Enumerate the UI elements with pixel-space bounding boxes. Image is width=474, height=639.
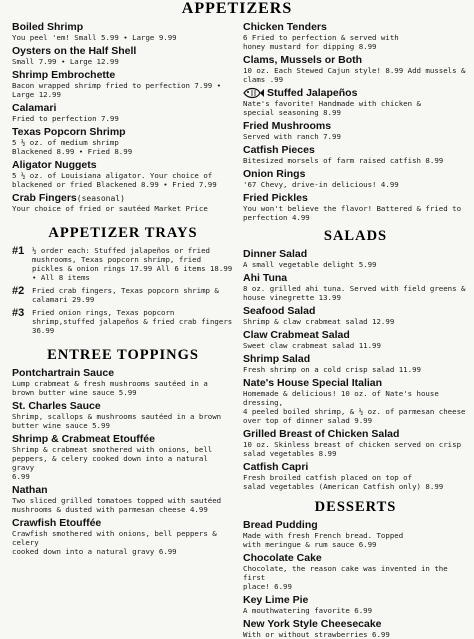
menu-item-pontchartrain-sauce — [12, 367, 234, 397]
menu-item-boiled-shrimp — [12, 21, 234, 42]
menu-item-bread-pudding — [243, 519, 468, 549]
item-name: Fried Pickles — [243, 192, 308, 204]
item-name: Stuffed Jalapeños — [267, 87, 358, 99]
menu-item-fried-mushrooms — [243, 120, 468, 141]
item-name: Grilled Breast of Chicken Salad — [243, 428, 400, 440]
item-description: '67 Chevy, drive-in delicious! 4.99 — [243, 180, 399, 189]
item-description: Bacon wrapped shrimp fried to perfection 7.99 • Large 12.99 — [12, 81, 222, 99]
menu-item-crawfish-etouff-e — [12, 517, 234, 556]
item-description: With or without strawberries 6.99 — [243, 630, 390, 639]
appetizers-right-list — [243, 21, 468, 222]
item-description: Made with fresh French bread. Topped with meringue & rum sauce 6.99 — [243, 531, 404, 549]
item-description: Bitesized morsels of farm raised catfish 8.99 — [243, 156, 444, 165]
desserts-list — [243, 519, 468, 639]
item-description: Fresh broiled catfish placed on top of salad vegetables (American Catfish only) 8.99 — [243, 473, 444, 491]
item-name: Shrimp Salad — [243, 353, 311, 365]
item-description: Sweet claw crabmeat salad 11.99 — [243, 341, 381, 350]
item-name: Aligator Nuggets — [12, 159, 97, 171]
toppings-list — [12, 367, 234, 556]
item-name: Onion Rings — [243, 168, 306, 180]
item-name: Catfish Capri — [243, 461, 309, 473]
item-description: Shrimp, scallops & mushrooms sautéed in a brown butter wine sauce 5.99 — [12, 412, 222, 430]
item-name: Crab Fingers — [12, 192, 77, 204]
menu-item-chocolate-cake — [243, 552, 468, 591]
item-name: Bread Pudding — [243, 519, 318, 531]
desserts-heading: DESSERTS — [314, 499, 397, 515]
menu-item-crab-fingers — [12, 192, 234, 213]
item-name: Ahi Tuna — [243, 272, 288, 284]
item-description: Served with ranch 7.99 — [243, 132, 341, 141]
item-description: 5 ½ oz. of medium shrimp Blackened 8.99 • Fried 8.99 — [12, 138, 133, 156]
item-description: 8 oz. grilled ahi tuna. Served with field greens & house vinegrette 13.99 — [243, 284, 466, 302]
menu-item-stuffed-jalape-os — [243, 87, 468, 117]
tray-number: #3 — [12, 307, 25, 319]
menu-item-nathan — [12, 484, 234, 514]
item-name: Dinner Salad — [243, 248, 308, 260]
menu-item-catfish-pieces — [243, 144, 468, 165]
menu-item-nate-s-house-special-italian — [243, 377, 468, 425]
item-name: Crawfish Etouffée — [12, 517, 102, 529]
item-description: Chocolate, the reason cake was invented in the first place! 6.99 — [243, 564, 448, 591]
right-column — [243, 0, 468, 639]
item-description: 6 Fried to perfection & served with honey mustard for dipping 8.99 — [243, 33, 399, 51]
item-name: St. Charles Sauce — [12, 400, 101, 412]
tray-item — [12, 308, 234, 335]
item-description: You peel 'em! Small 5.99 • Large 9.99 — [12, 33, 177, 42]
item-name: Nathan — [12, 484, 48, 496]
menu-item-texas-popcorn-shrimp — [12, 126, 234, 156]
tray-number: #1 — [12, 245, 25, 257]
item-description: Two sliced grilled tomatoes topped with sautéed mushrooms & dusted with parmesan cheese 4.99 — [12, 496, 222, 514]
menu-item-claw-crabmeat-salad — [243, 329, 468, 350]
appetizer-trays-heading: APPETIZER TRAYS — [48, 225, 198, 241]
menu-item-grilled-breast-of-chicken-salad — [243, 428, 468, 458]
item-description: Fried to perfection 7.99 — [12, 114, 119, 123]
left-column — [12, 0, 234, 556]
menu-item-seafood-salad — [243, 305, 468, 326]
item-name: Key Lime Pie — [243, 594, 309, 606]
trays-list — [12, 246, 234, 335]
menu-item-onion-rings — [243, 168, 468, 189]
item-name: Boiled Shrimp — [12, 21, 84, 33]
item-name: Nate's House Special Italian — [243, 377, 383, 389]
item-note: (seasonal) — [76, 193, 125, 203]
item-description: Homemade & delicious! 10 oz. of Nate's house dressing, 4 peeled boiled shrimp, & ½ oz. of parmesan cheese over top of dinner salad 9.99 — [243, 389, 466, 425]
menu-item-new-york-style-cheesecake — [243, 618, 468, 639]
menu-item-ahi-tuna — [243, 272, 468, 302]
tray-number: #2 — [12, 285, 25, 297]
menu-item-shrimp-crabmeat-etouff-e — [12, 433, 234, 481]
tray-item — [12, 286, 234, 304]
salads-list — [243, 248, 468, 491]
menu-item-calamari — [12, 102, 234, 123]
menu-item-aligator-nuggets — [12, 159, 234, 189]
menu-item-st-charles-sauce — [12, 400, 234, 430]
appetizers-heading: APPETIZERS — [181, 0, 293, 17]
item-description: Lump crabmeat & fresh mushrooms sautéed in a brown butter wine sauce 5.99 — [12, 379, 208, 397]
item-name: Chocolate Cake — [243, 552, 322, 564]
item-name: Calamari — [12, 102, 57, 114]
menu-item-fried-pickles — [243, 192, 468, 222]
menu-item-dinner-salad — [243, 248, 468, 269]
item-description: Your choice of fried or sautéed Market Price — [12, 204, 208, 213]
menu-item-oysters-on-the-half-shell — [12, 45, 234, 66]
salads-heading: SALADS — [323, 228, 388, 244]
item-description: Shrimp & crabmeat smothered with onions, bell peppers, & celery cooked down into a natural gravy 6.99 — [12, 445, 213, 481]
tray-item — [12, 246, 234, 282]
item-name: Catfish Pieces — [243, 144, 315, 156]
item-description: A mouthwatering favorite 6.99 — [243, 606, 373, 615]
item-name: Fried Mushrooms — [243, 120, 332, 132]
item-name: Clams, Mussels or Both — [243, 54, 363, 66]
item-name: Chicken Tenders — [243, 21, 327, 33]
menu-item-chicken-tenders — [243, 21, 468, 51]
item-description: Small 7.99 • Large 12.99 — [12, 57, 119, 66]
item-name: Shrimp & Crabmeat Etouffée — [12, 433, 155, 445]
item-description: Shrimp & claw crabmeat salad 12.99 — [243, 317, 395, 326]
item-name: New York Style Cheesecake — [243, 618, 382, 630]
item-description: You won't believe the flavor! Battered & fried to perfection 4.99 — [243, 204, 462, 222]
item-description: Nate's favorite! Handmade with chicken & special seasoning 8.99 — [243, 99, 421, 117]
menu-item-key-lime-pie — [243, 594, 468, 615]
item-name: Texas Popcorn Shrimp — [12, 126, 126, 138]
tray-description: Fried crab fingers, Texas popcorn shrimp & calamari 29.99 — [32, 286, 219, 304]
item-name: Pontchartrain Sauce — [12, 367, 115, 379]
item-name: Oysters on the Half Shell — [12, 45, 137, 57]
item-description: Crawfish smothered with onions, bell peppers & celery cooked down into a natural gravy 6.99 — [12, 529, 217, 556]
menu-item-clams-mussels-or-both — [243, 54, 468, 84]
entree-toppings-heading: ENTREE TOPPINGS — [47, 347, 199, 363]
fish-icon — [243, 87, 265, 99]
item-description: Fresh shrimp on a cold crisp salad 11.99 — [243, 365, 421, 374]
item-name: Claw Crabmeat Salad — [243, 329, 350, 341]
item-description: 5 ½ oz. of Louisiana aligator. Your choice of blackened or fried Blackened 8.99 • Fried 7.99 — [12, 171, 217, 189]
tray-description: Fried onion rings, Texas popcorn shrimp,stuffed jalapeños & fried crab fingers 36.99 — [32, 308, 233, 335]
item-name: Shrimp Embrochette — [12, 69, 116, 81]
appetizers-left-list — [12, 21, 234, 213]
menu-item-catfish-capri — [243, 461, 468, 491]
item-description: A small vegetable delight 5.99 — [243, 260, 377, 269]
tray-description: ½ order each: Stuffed jalapeños or fried mushrooms, Texas popcorn shrimp, fried pickles & onion rings 17.99 All 6 items 18.99 • All 8 items — [32, 246, 233, 282]
menu-item-shrimp-salad — [243, 353, 468, 374]
menu-item-shrimp-embrochette — [12, 69, 234, 99]
item-description: 10 oz. Skinless breast of chicken served on crisp salad vegetables 8.99 — [243, 440, 462, 458]
item-description: 10 oz. Each Stewed Cajun style! 8.99 Add mussels & clams .99 — [243, 66, 466, 84]
item-name: Seafood Salad — [243, 305, 316, 317]
